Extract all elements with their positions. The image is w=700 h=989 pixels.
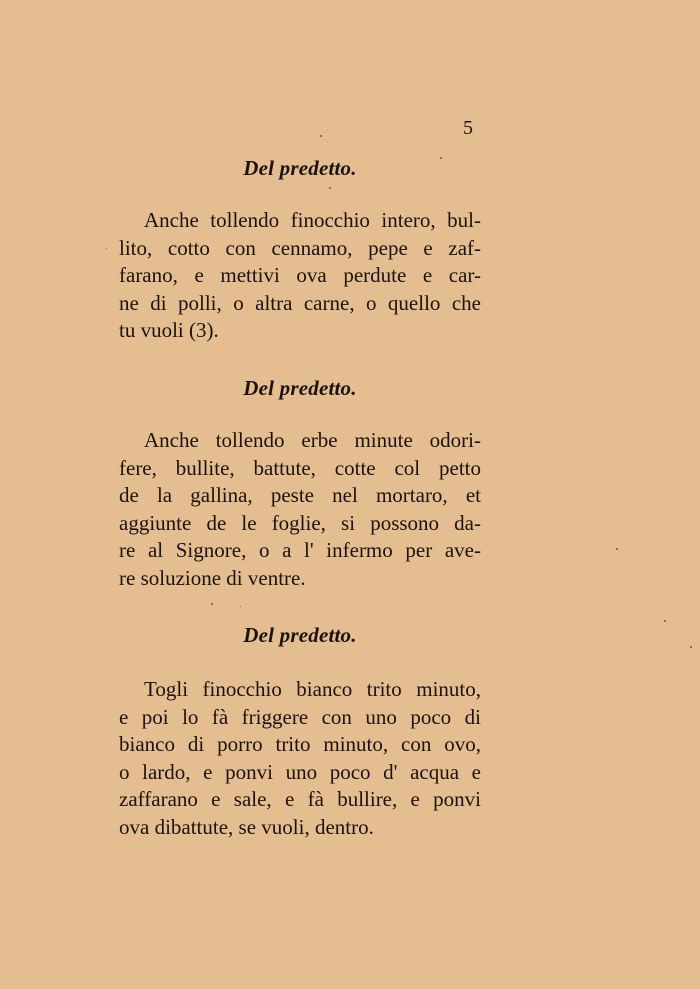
scan-speck	[329, 187, 331, 189]
section-paragraph-2	[119, 427, 481, 592]
section-paragraph-1	[119, 207, 481, 345]
scan-speck	[211, 603, 213, 605]
paragraph-line: ova dibattute, se vuoli, dentro.	[119, 814, 374, 839]
paragraph-line: ne di polli, o altra carne, o quello che	[119, 290, 481, 315]
paragraph-line: aggiunte de le foglie, si possono da-	[119, 510, 481, 535]
scan-speck	[240, 606, 241, 607]
paragraph-line: de la gallina, peste nel mortaro, et	[119, 483, 481, 507]
paragraph-line: re al Signore, o a l' infermo per ave-	[119, 538, 481, 562]
page-number: 5	[463, 117, 473, 139]
paragraph-line: lito, cotto con cennamo, pepe e zaf-	[119, 235, 481, 260]
paragraph-line: tu vuoli (3).	[119, 318, 219, 342]
scan-speck	[320, 135, 322, 137]
scan-speck	[616, 548, 618, 550]
paragraph-line: re soluzione di ventre.	[119, 565, 306, 590]
paragraph-line: farano, e mettivi ova perdute e car-	[119, 263, 481, 287]
section-heading-2: Del predetto.	[243, 376, 357, 400]
paragraph-line: o lardo, e ponvi uno poco d' acqua e	[119, 759, 481, 784]
scan-speck	[440, 157, 442, 159]
paragraph-line: e poi lo fà friggere con uno poco di	[119, 704, 481, 729]
scan-speck	[664, 620, 666, 622]
section-heading-1: Del predetto.	[243, 156, 357, 180]
paragraph-line: Anche tollendo erbe minute odori-	[144, 428, 481, 452]
section-heading-3: Del predetto.	[243, 623, 357, 647]
scan-speck	[690, 646, 692, 648]
paragraph-line: zaffarano e sale, e fà bullire, e ponvi	[119, 787, 481, 811]
paragraph-line: bianco di porro trito minuto, con ovo,	[119, 732, 481, 756]
scan-speck	[106, 248, 107, 249]
paragraph-line: Togli finocchio bianco trito minuto,	[144, 677, 481, 701]
paragraph-line: Anche tollendo finocchio intero, bul-	[144, 208, 481, 232]
paragraph-line: fere, bullite, battute, cotte col petto	[119, 455, 481, 480]
section-paragraph-3	[119, 676, 481, 841]
